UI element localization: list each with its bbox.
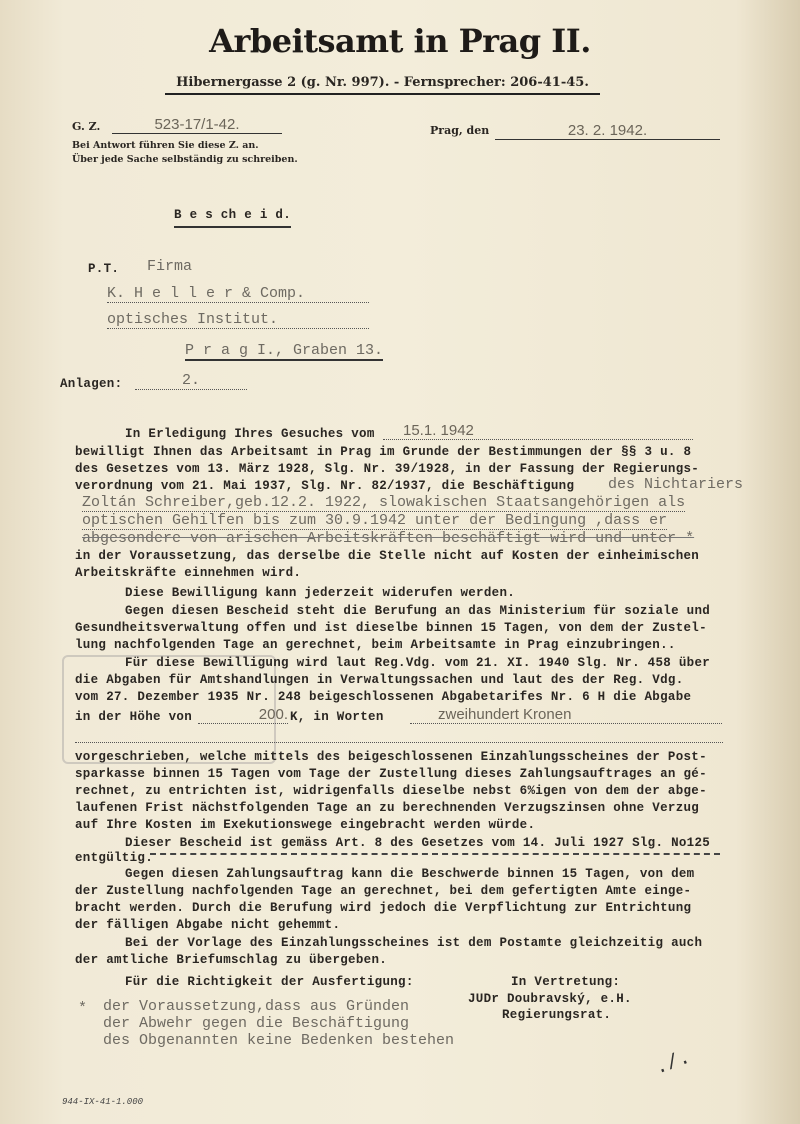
body-line: Für diese Bewilligung wird laut Reg.Vdg. vom 21. XI. 1940 Slg. Nr. 458 über xyxy=(125,656,711,670)
attachments-value: 2. xyxy=(135,372,247,390)
attachments-label: Anlagen: xyxy=(60,377,123,391)
body-line: der fälligen Abgabe nicht gehemmt. xyxy=(75,918,341,932)
signature-line-2: JUDr Doubravský, e.H. xyxy=(468,992,632,1006)
note-line: des Obgenannten keine Bedenken bestehen xyxy=(103,1032,455,1049)
recipient-line-1: K. H e l l e r & Comp. xyxy=(107,285,369,303)
body-p1-start: In Erledigung Ihres Gesuches vom xyxy=(125,427,375,441)
body-line: verordnung vom 21. Mai 1937, Slg. Nr. 82/1937, die Beschäftigung xyxy=(75,479,575,493)
blank-line xyxy=(75,742,723,743)
body-line: laufenen Frist nächstfolgenden Tage an zu berechnenden Verzugszinsen ohne Verzug xyxy=(75,801,700,815)
currency-label: K, in Worten xyxy=(290,710,384,724)
note-line: der Voraussetzung,dass aus Gründen xyxy=(103,998,410,1015)
body-line: Arbeitskräfte einnehmen wird. xyxy=(75,566,302,580)
amount-value: 200. xyxy=(198,706,288,724)
body-line: bewilligt Ihnen das Arbeitsamt in Prag im Grunde der Bestimmungen der §§ 3 u. 8 xyxy=(75,445,692,459)
recipient-firma: Firma xyxy=(147,258,193,275)
recipient-line-3: P r a g I., Graben 13. xyxy=(185,342,384,359)
body-line: Gegen diesen Zahlungsauftrag kann die Beschwerde binnen 15 Tagen, von dem xyxy=(125,867,695,881)
filled-text-struck: abgesondere von arischen Arbeitskräften beschäftigt wird und unter * xyxy=(82,530,695,547)
body-line: Gegen diesen Bescheid steht die Berufung an das Ministerium für soziale und xyxy=(125,604,711,618)
body-line: entgültig. xyxy=(75,851,154,865)
continuation-mark: ./. xyxy=(652,1046,694,1081)
filled-text: Zoltán Schreiber,geb.12.2. 1922, slowakischen Staatsangehörigen als xyxy=(82,494,686,511)
recipient-line-2: optisches Institut. xyxy=(107,311,369,329)
body-line: Diese Bewilligung kann jederzeit widerufen werden. xyxy=(125,586,516,600)
body-line: vom 27. Dezember 1935 Nr. 248 beigeschlossenen Abgabetarifes Nr. 6 H die Abgabe xyxy=(75,690,692,704)
recipient-pt: P.T. xyxy=(88,262,120,276)
document-subject: B e s ch e i d. xyxy=(174,208,291,228)
body-line: die Abgaben für Amtshandlungen in Verwaltungssachen und laut des der Reg. Vdg. xyxy=(75,673,684,687)
form-code: 944-IX-41-1.000 xyxy=(62,1097,144,1107)
signature-line-3: Regierungsrat. xyxy=(502,1008,612,1022)
body-line: der amtliche Briefumschlag zu übergeben. xyxy=(75,953,388,967)
reference-label: G. Z. xyxy=(72,120,101,133)
signature-line-1: In Vertretung: xyxy=(511,975,621,989)
place-label: Prag, den xyxy=(430,124,490,137)
amount-words: zweihundert Kronen xyxy=(410,706,722,724)
body-line: sparkasse binnen 15 Tagen vom Tage der Zustellung dieses Zahlungsauftrages an gé- xyxy=(75,767,707,781)
body-line: der Zustellung nachfolgenden Tage an gerechnet, bei dem gefertigten Amte einge- xyxy=(75,884,692,898)
amount-label: in der Höhe von xyxy=(75,710,193,724)
body-line: vorgeschrieben, welche mittels des beigeschlossenen Einzahlungsscheines der Post- xyxy=(75,750,707,764)
application-date: 15.1. 1942 xyxy=(383,422,693,440)
reference-note-2: Über jede Sache selbständig zu schreiben. xyxy=(72,154,298,165)
body-line: des Gesetzes vom 13. März 1928, Slg. Nr. 39/1928, in der Fassung der Regierungs- xyxy=(75,462,700,476)
struck-line xyxy=(150,853,720,855)
note-asterisk: * xyxy=(78,1000,88,1017)
document-date: 23. 2. 1942. xyxy=(495,122,720,140)
body-line: bracht werden. Durch die Berufung wird jedoch die Verpflichtung zur Entrichtung xyxy=(75,901,692,915)
reference-note-1: Bei Antwort führen Sie diese Z. an. xyxy=(72,140,259,151)
body-line: Bei der Vorlage des Einzahlungsscheines ist dem Postamte gleichzeitig auch xyxy=(125,936,703,950)
body-line: in der Voraussetzung, das derselbe die Stelle nicht auf Kosten der einheimischen xyxy=(75,549,700,563)
filled-text: des Nichtariers xyxy=(608,476,744,493)
certification-label: Für die Richtigkeit der Ausfertigung: xyxy=(125,975,414,989)
body-line: auf Ihre Kosten im Exekutionswege eingebracht werden würde. xyxy=(75,818,536,832)
letterhead-title: Arbeitsamt in Prag II. xyxy=(209,22,591,60)
body-line: Gesundheitsverwaltung offen und ist dieselbe binnen 15 Tagen, von dem der Zustel- xyxy=(75,621,707,635)
body-line: rechnet, zu entrichten ist, widrigenfalls dieselbe nebst 6%igen von dem der abge- xyxy=(75,784,707,798)
letterhead-address: Hibernergasse 2 (g. Nr. 997). - Fernsprecher: 206-41-45. xyxy=(165,75,600,95)
reference-number: 523-17/1-42. xyxy=(112,116,282,134)
note-line: der Abwehr gegen die Beschäftigung xyxy=(103,1015,410,1032)
body-line: Dieser Bescheid ist gemäss Art. 8 des Gesetzes vom 14. Juli 1927 Slg. No125 xyxy=(125,836,711,850)
body-line: lung nachfolgenden Tage an gerechnet, beim Arbeitsamte in Prag einzubringen.. xyxy=(75,638,676,652)
filled-text: optischen Gehilfen bis zum 30.9.1942 unter der Bedingung ,dass er xyxy=(82,512,668,529)
